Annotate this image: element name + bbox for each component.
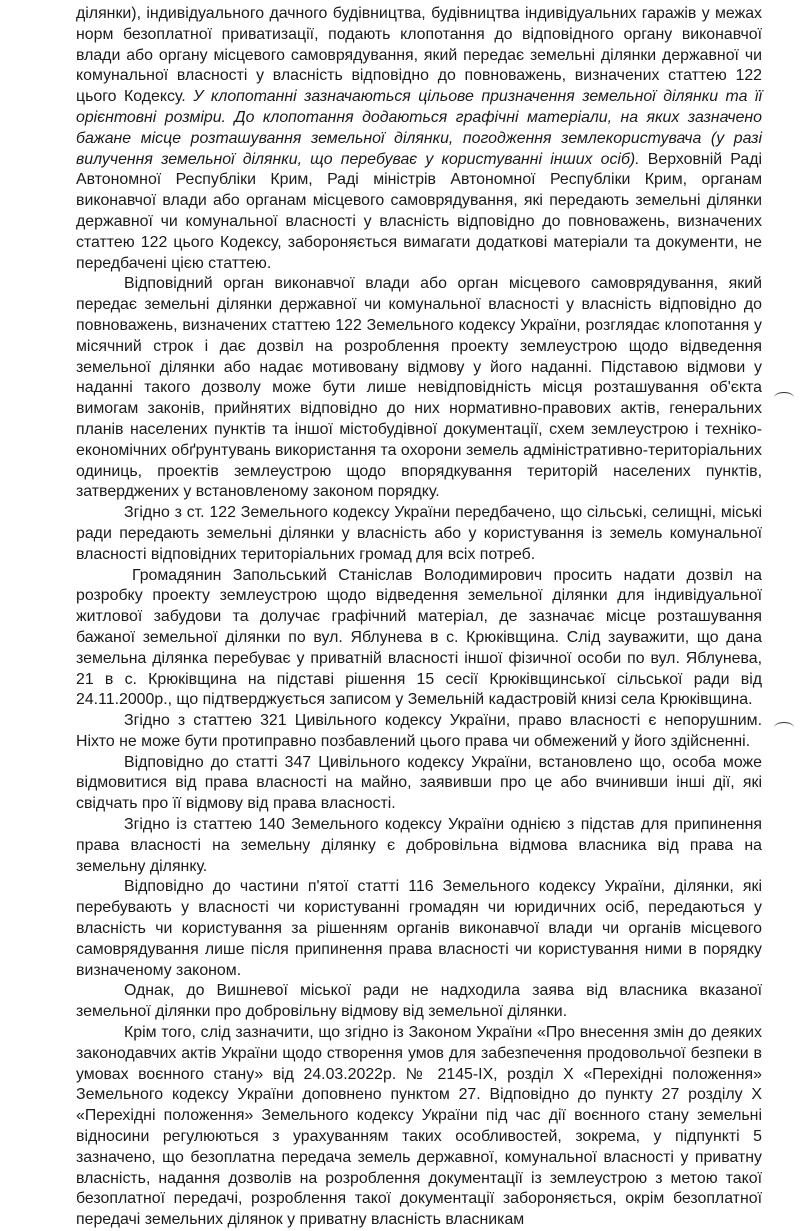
paragraph [76,877,762,981]
paragraph [76,1023,762,1231]
text-segment: Згідно із статтею 140 Земельного кодексу України однією з підстав для припинення права власності на земельну ділянку є добровільна відмова власника від права на земельну ділянку. [76,816,762,875]
text-segment: Згідно з статтею 321 Цивільного кодексу України, право власності є непорушним. Ніхто не може бути протиправно позбавлений цього права чи обмежений у його здійсненні. [76,712,762,750]
paragraph [76,815,762,877]
italic-text-segment: У клопотанні зазначаються цільове призначення земельної ділянки та її орієнтовні розміри. До клопотання додаються графічні матеріали, на яких зазначено бажане місце розташування земельної ділянки, погодження землекористувача (у разі вилучення земельної ділянки, що перебуває у користуванні інших осіб). [76,88,762,168]
margin-mark [774,722,794,733]
text-segment: Однак, до Вишневої міської ради не надходила заява від власника вказаної земельної ділянки про добровільну відмову від земельної ділянки. [76,982,762,1021]
text-segment: Крім того, слід зазначити, що згідно із Законом України «Про внесення змін до деяких законодавчих актів України щодо створення умов для забезпечення продовольчої безпеки в умовах воєнного стану» від 24.03.2022р. № 2145-IX, розділ X «Перехідні положення» Земельного кодексу України доповнено пунктом 27. Відповідно до пункту 27 розділу X «Перехідні положення» Земельного кодексу України під час дії воєнного стану земельні відносини регулюються з урахуванням таких особливостей, зокрема, у підпункті 5 зазначено, що безоплатна передача земель державної, комунальної власності у приватну власність, надання дозволів на розроблення документації із землеустрою з метою такої безоплатної передачі, розроблення такої документації забороняється, окрім безоплатної передачі земельних ділянок у приватну власність власникам [76,1024,762,1229]
text-segment: Відповідний орган виконавчої влади або орган місцевого самоврядування, який передає земельні ділянки державної чи комунальної власності у власність відповідно до повноважень, визначених статтею 122 Земельного кодексу України, розглядає клопотання у місячний строк і дає дозвіл на розроблення проекту землеустрою щодо відведення земельної ділянки або надає мотивовану відмову у його наданні. Підставою відмови у наданні такого дозволу може бути лише невідповідність місця розташування об'єкта вимогам законів, прийнятих відповідно до них нормативно-правових актів, генеральних планів населених пунктів та іншої містобудівної документації, схем землеустрою і техніко-економічних обґрунтувань використання та охорони земель адміністративно-територіальних одиниць, проектів землеустрою щодо впорядкування територій населених пунктів, затверджених у встановленому законом порядку. [76,275,762,501]
paragraph [76,566,762,712]
text-segment: Громадянин Запольський Станіслав Володимирович просить надати дозвіл на розробку проекту землеустрою щодо відведення земельної ділянки для індивідуальної житлової забудови та долучає графічний матеріал, де зазначає місце розташування бажаної земельної ділянки по вул. Яблунева в с. Крюківщина. Слід зауважити, що дана земельна ділянка перебуває у приватній власності іншої фізичної особи по вул. Яблунева, 21 в с. Крюківщина на підставі рішення 15 сесії Крюківщинської сільської ради від 24.11.2000р., що підтверджується записом у Земельній кадастровій книзі села Крюківщина. [76,566,762,709]
paragraph [76,274,762,503]
paragraph [76,711,762,753]
text-segment: Відповідно до статті 347 Цивільного кодексу України, встановлено що, особа може відмовитися від права власності на майно, заявивши про це або вчинивши інші дії, які свідчать про її відмову від права власності. [76,753,762,813]
paragraph [76,4,762,274]
paragraph [76,503,762,565]
margin-mark [774,392,794,403]
document-body [76,4,762,1231]
text-segment: ділянки), індивідуального дачного будівництва, будівництва індивідуальних гаражів у межах норм безоплатної приватизації, подають клопотання до відповідного органу виконавчої влади або органу місцевого самоврядування, який передає земельні ділянки державної чи комунальної власності у власність відповідно до повноважень, визначених статтею 122 цього Кодексу. [76,5,762,106]
text-segment: Згідно з ст. 122 Земельного кодексу України передбачено, що сільські, селищні, міські ради передають земельні ділянки у власність або у користування із земель комунальної власності відповідних територіальних громад для всіх потреб. [76,504,762,563]
paragraph [76,981,762,1023]
paragraph [76,753,762,815]
text-segment: Відповідно до частини п'ятої статті 116 Земельного кодексу України, ділянки, які перебувають у власності чи користуванні громадян чи юридичних осіб, передаються у власність чи користування за рішенням органів виконавчої влади чи органів місцевого самоврядування лише після припинення права власності чи користування ними в порядку визначеному законом. [76,878,762,979]
text-segment: Верховній Раді Автономної Республіки Крим, Раді міністрів Автономної Республіки Крим, органам виконавчої влади або органам місцевого самоврядування, які передають земельні ділянки державної чи комунальної власності у власність відповідно до повноважень, визначених статтею 122 цього Кодексу, забороняється вимагати додаткові матеріали та документи, не передбачені цією статтею. [76,150,762,272]
